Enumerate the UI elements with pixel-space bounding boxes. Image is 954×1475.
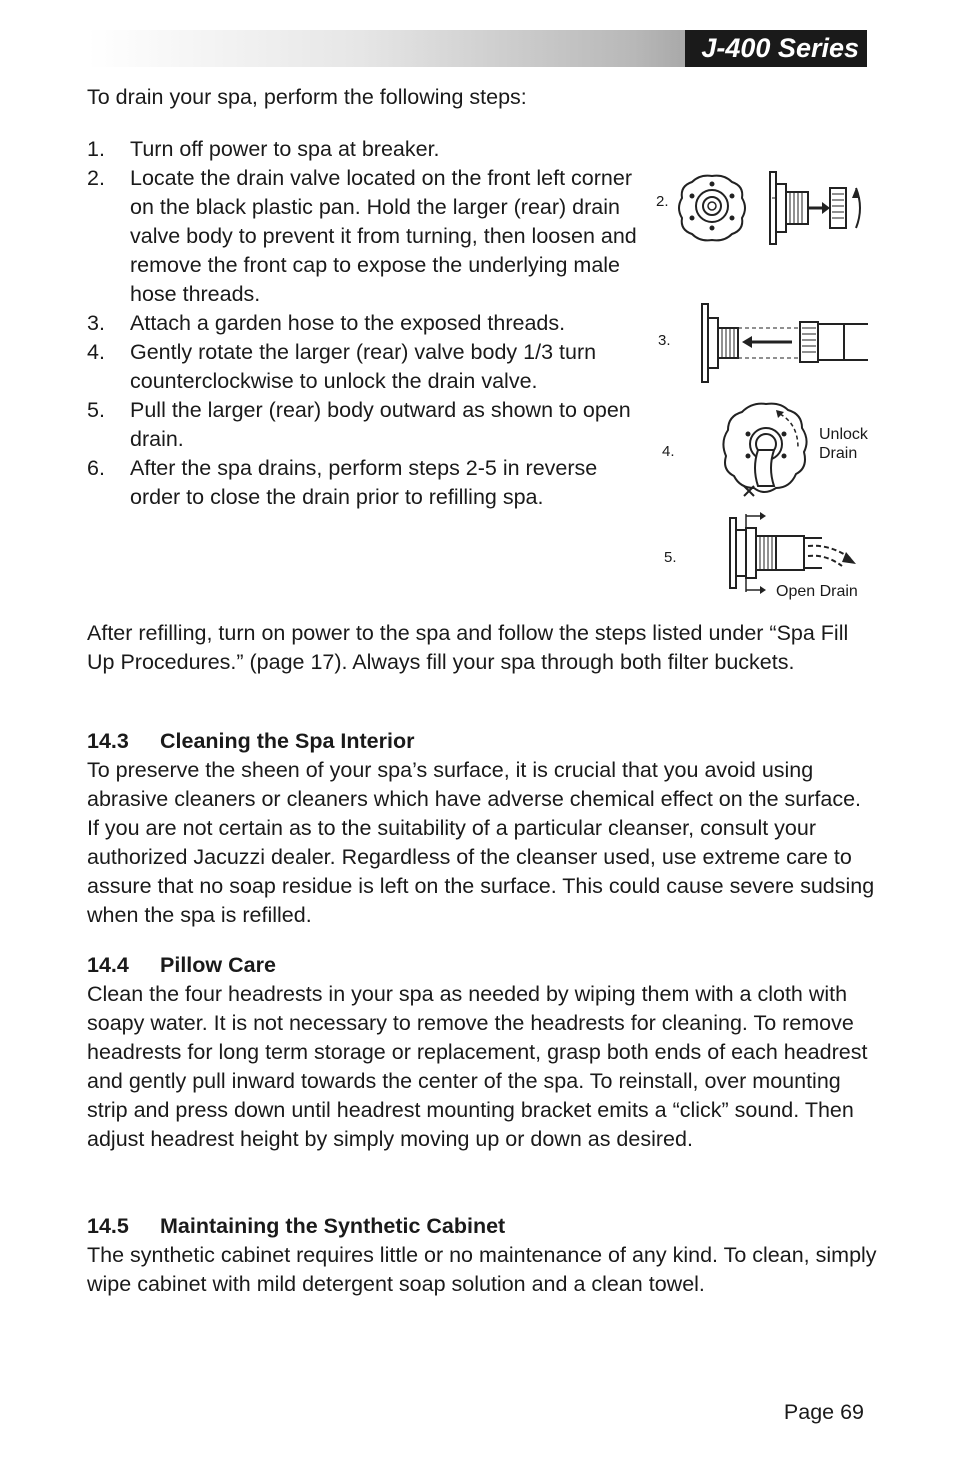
- drain-cap-front-diagram: [672, 168, 872, 248]
- section-cleaning-interior: [87, 727, 877, 930]
- section-heading: 14.4 Pillow Care: [87, 953, 276, 977]
- list-item: 6. After the spa drains, perform steps 2-5 in reverse order to close the drain prior to refilling spa.: [87, 456, 598, 509]
- open-drain-caption: Open Drain: [776, 583, 858, 600]
- drain-steps-list: [87, 135, 647, 512]
- figure-5-label: 5.: [664, 549, 677, 566]
- list-item: 3. Attach a garden hose to the exposed threads.: [87, 311, 566, 335]
- hose-attach-diagram: [696, 300, 872, 386]
- intro-text: To drain your spa, perform the following steps:: [87, 85, 527, 109]
- section-synthetic-cabinet: [87, 1212, 877, 1299]
- section-heading: 14.3 Cleaning the Spa Interior: [87, 729, 415, 753]
- header-bar: [88, 30, 867, 67]
- figure-3-label: 3.: [658, 332, 671, 349]
- page-number: Page 69: [783, 1400, 864, 1424]
- unlock-rotation-diagram: [718, 398, 818, 502]
- list-item: 4. Gently rotate the larger (rear) valve body 1/3 turn counterclockwise to unlock the drain valve.: [87, 340, 597, 393]
- unlock-caption-line1: Unlock: [819, 426, 868, 443]
- section-heading: 14.5 Maintaining the Synthetic Cabinet: [87, 1214, 506, 1238]
- list-item: 1. Turn off power to spa at breaker.: [87, 137, 440, 161]
- after-refill-text: After refilling, turn on power to the spa and follow the steps listed under “Spa Fill Up Procedures.” (page 17). Always fill your spa through both filter buckets.: [87, 621, 849, 674]
- figure-4-label: 4.: [662, 443, 675, 460]
- list-item: 5. Pull the larger (rear) body outward as shown to open drain.: [87, 398, 631, 451]
- section-pillow-care: [87, 951, 877, 1154]
- section-body: Clean the four headrests in your spa as needed by wiping them with a cloth with soapy water. It is not necessary to remove the headrests for cleaning. To remove headrests for long term storage or replacement, grasp both ends of each headrest and gently pull inward towards the center of the spa. To reinstall, over mounting strip and press down until headrest mounting bracket emits a “click” sound. Then adjust headrest height by simply moving up or down as desired.: [87, 982, 868, 1151]
- section-body: The synthetic cabinet requires little or no maintenance of any kind. To clean, simply wipe cabinet with mild detergent soap solution and a clean towel.: [87, 1243, 877, 1296]
- list-item: 2. Locate the drain valve located on the front left corner on the black plastic pan. Hold the larger (rear) drain valve body to prevent it from turning, then loosen and remove the front cap to expose the underlying male hose threads.: [87, 166, 637, 306]
- unlock-caption-line2: Drain: [819, 445, 858, 462]
- section-body: To preserve the sheen of your spa’s surface, it is crucial that you avoid using abrasive cleaners or cleaners which have adverse chemical effect on the surface. If you are not certain as to the suitability of a particular cleanser, consult your authorized Jacuzzi dealer. Regardless of the cleanser used, use extreme care to assure that no soap residue is left on the surface. This could cause severe sudsing when the spa is refilled.: [87, 758, 875, 927]
- figure-2-label: 2.: [656, 193, 669, 210]
- series-title: J-400 Series: [685, 30, 867, 67]
